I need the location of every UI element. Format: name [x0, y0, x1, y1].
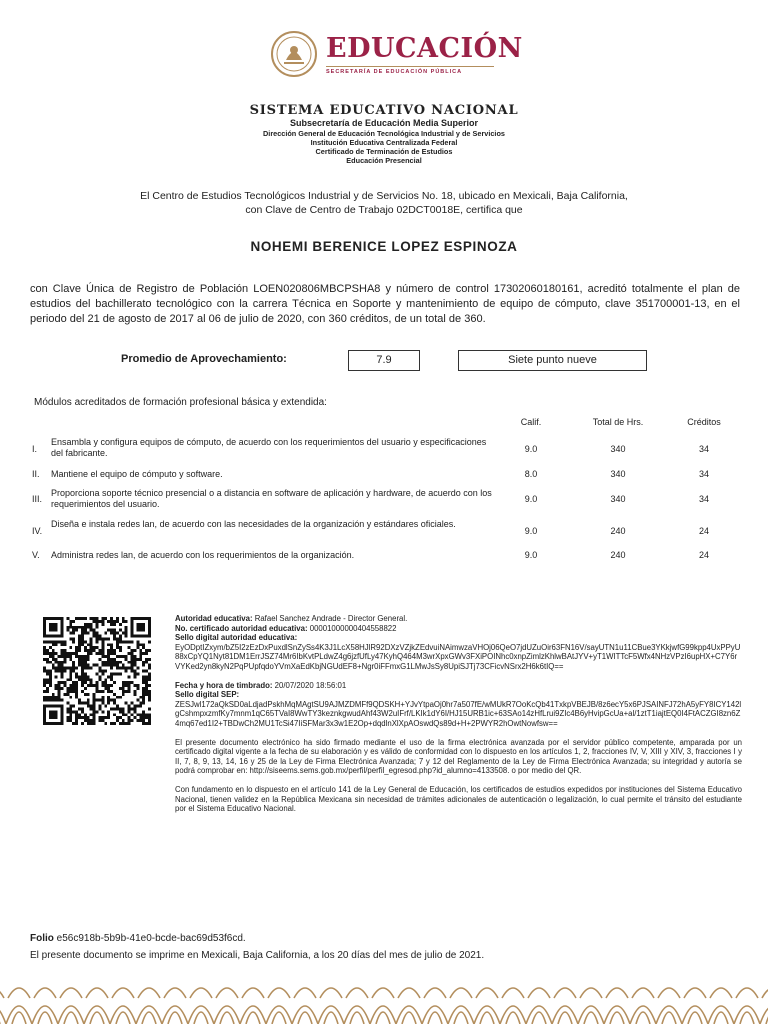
authority-seal-label: Sello digital autoridad educativa:: [175, 633, 298, 643]
intro-line: El Centro de Estudios Tecnológicos Industrial y de Servicios No. 18, ubicado en Mexicali, Baja California,: [140, 190, 628, 202]
folio: [30, 933, 246, 944]
footer-ornament-stroke: [162, 988, 188, 1024]
decorative-footer-pattern: [0, 978, 768, 1024]
footer-ornament-stroke: [448, 988, 474, 1024]
logo-wordmark: EDUCACIÓN: [326, 33, 523, 64]
footer-ornament-stroke: [760, 988, 768, 1024]
module-number: V.: [32, 550, 40, 560]
footer-ornament-stroke: [370, 988, 396, 1024]
footer-ornament-stroke: [552, 988, 578, 1024]
sep-seal-label: Sello digital SEP:: [175, 690, 240, 700]
module-credits: 24: [698, 526, 709, 536]
module-description: Mantiene el equipo de cómputo y software.: [51, 469, 223, 479]
column-header-calif: Calif.: [520, 417, 542, 427]
module-credits: 34: [698, 469, 709, 479]
footer-ornament-stroke: [578, 988, 604, 1024]
footer-ornament-stroke: [0, 988, 6, 1024]
footer-ornament-stroke: [474, 988, 500, 1024]
module-hours: 240: [610, 550, 626, 560]
module-description: Diseña e instala redes lan, de acuerdo con las necesidades de la organización y estándares oficiales.: [51, 519, 456, 529]
footer-ornament-stroke: [110, 988, 136, 1024]
module-grade: 9.0: [524, 444, 538, 454]
module-hours: 240: [610, 526, 626, 536]
intro-paragraph: [0, 189, 768, 217]
module-credits: 34: [698, 444, 709, 454]
logo-subtitle: SECRETARÍA DE EDUCACIÓN PÚBLICA: [326, 69, 463, 75]
footer-ornament-stroke: [58, 988, 84, 1024]
footer-ornament-stroke: [188, 988, 214, 1024]
average-value: 7.9: [348, 350, 420, 371]
footer-ornament-stroke: [526, 988, 552, 1024]
qr-modules: [43, 617, 151, 725]
module-number: III.: [32, 494, 43, 504]
footer-ornament-stroke: [32, 988, 58, 1024]
footer-ornament-stroke: [396, 988, 422, 1024]
footer-ornament-stroke: [604, 988, 630, 1024]
digital-seal-block: [175, 614, 742, 814]
intro-line: con Clave de Centro de Trabajo 02DCT0018E, certifica que: [245, 204, 523, 216]
header-line: Certificado de Terminación de Estudios: [315, 147, 453, 156]
footer-ornament-stroke: [500, 988, 526, 1024]
coat-of-arms-logo: [270, 30, 318, 78]
module-number: IV.: [32, 526, 43, 536]
module-grade: 9.0: [524, 526, 538, 536]
column-header-hours: Total de Hrs.: [592, 417, 644, 427]
certificate-label: No. certificado autoridad educativa:: [175, 623, 308, 633]
system-title: SISTEMA EDUCATIVO NACIONAL: [249, 103, 519, 118]
legal-paragraph-validity: Con fundamento en lo dispuesto en el artículo 141 de la Ley General de Educación, los certificados de estudios expedidos por instituciones del Sistema Educativo Nacional, tienen validez en la República Mexicana sin necesidad de trámites adicionales de autenticación o legalización, lo cual permite el tránsito del estudiante por el Sistema Educativo Nacional.: [175, 784, 742, 814]
print-location-date: El presente documento se imprime en Mexicali, Baja California, a los 20 días del mes de julio de 2021.: [30, 950, 485, 961]
modules-title: Módulos acreditados de formación profesional básica y extendida:: [34, 397, 327, 408]
footer-ornament-stroke: [422, 988, 448, 1024]
header-line: Educación Presencial: [346, 156, 422, 165]
footer-ornament-stroke: [266, 988, 292, 1024]
logo-divider: [326, 66, 494, 67]
footer-ornament-stroke: [708, 988, 734, 1024]
module-number: I.: [32, 444, 38, 454]
footer-ornament-stroke: [630, 988, 656, 1024]
header-line: Dirección General de Educación Tecnológica Industrial y de Servicios: [263, 129, 505, 138]
module-grade: 9.0: [524, 550, 538, 560]
module-grade: 9.0: [524, 494, 538, 504]
certificate-number: 00001000000404558822: [309, 623, 397, 633]
module-grade: 8.0: [524, 469, 538, 479]
column-header-credits: Créditos: [687, 417, 721, 427]
module-hours: 340: [610, 494, 626, 504]
student-name: NOHEMI BERENICE LOPEZ ESPINOZA: [250, 239, 518, 254]
folio-value: e56c918b-5b9b-41e0-bcde-bac69d53f6cd.: [56, 933, 246, 944]
footer-ornament-stroke: [84, 988, 110, 1024]
subsecretaria-title: Subsecretaría de Educación Media Superior: [289, 118, 479, 128]
module-description: Administra redes lan, de acuerdo con los requerimientos de la organización.: [51, 550, 355, 560]
authority-value: Rafael Sanchez Andrade - Director General.: [254, 614, 408, 623]
footer-ornament-stroke: [6, 988, 32, 1024]
footer-ornament-stroke: [734, 988, 760, 1024]
average-label: Promedio de Aprovechamiento:: [121, 353, 287, 365]
certification-paragraph: con Clave Única de Registro de Población LOEN020806MBCPSHA8 y número de control 17302060180161, acreditó totalmente el plan de estudios del bachillerato tecnológico con la carrera Técnica en Soporte y mantenimiento de equipo de cómputo, clave 351700001-13, en el periodo del 21 de agosto de 2017 al 06 de julio de 2020, con 360 créditos, de un total de 360.: [30, 283, 740, 325]
footer-ornament-stroke: [344, 988, 370, 1024]
timestamp-label: Fecha y hora de timbrado:: [175, 680, 273, 690]
footer-ornament-stroke: [656, 988, 682, 1024]
legal-paragraph-signature: El presente documento electrónico ha sido firmado mediante el uso de la firma electrónica avanzada por el servidor público competente, amparada por un certificado digital vigente a la fecha de su elaboración y es válido de conformidad con lo dispuesto en los artículos 1, 2, fracciones IV, V, XIII y XIV, 3, fracciones I y II, 7, 8, 9, 13, 14, 16 y 25 de la Ley de Firma Electrónica Avanzada; 7 y 12 del Reglamento de la Ley de Firma Electrónica Avanzada; su integridad y autoría se podrá comprobar en: http://siseems.sems.gob.mx/perfil/perfil_egresod.php?id_alumno=4133508. o por medio del QR.: [175, 737, 742, 776]
authority-label: Autoridad educativa:: [175, 614, 253, 623]
average-in-words: Siete punto nueve: [458, 350, 647, 371]
module-description: Ensambla y configura equipos de cómputo, de acuerdo con los requerimientos del usuario y especificaciones del fabricante.: [51, 437, 487, 458]
folio-label: Folio: [30, 933, 54, 944]
footer-ornament-stroke: [318, 988, 344, 1024]
footer-ornament-stroke: [292, 988, 318, 1024]
authority-seal-value: EyODptIZxym/bZ5I2zEzDxPuxdlSnZySs4K3J1LcX58HJlR92DXzVZjkZEdvuiNAimwzaVHOj06QeO7jdUZuOir63FN16V/sayUTN1u11CBue3YKkjwfG99kpp4UxPPyU88xCpYQ1Nyt81DM1ErrJSZ74Mr6IbKvtPLdwZ4g6jzfUfLy47KyhQ464M3wrXpxGWv3FXiPOINhc0xnpZimlzKhlwBAtJYV+yT1WITTcF5Wfx4NHzVPzI6upHX+C7Y6rVYKed2yn8kyN2PqPUpfqdoYVmXaEdKbjNGUdEF8+Ngr0iFFmxG1LMwJsSy8UpiSJTj73CFicvNSrx2H6k6tIQ==: [175, 642, 741, 671]
module-credits: 24: [698, 550, 709, 560]
module-credits: 34: [698, 494, 709, 504]
footer-ornament-stroke: [214, 988, 240, 1024]
timestamp-value: 20/07/2020 18:56:01: [274, 680, 347, 690]
module-number: II.: [32, 469, 40, 479]
header-line: Institución Educativa Centralizada Federal: [310, 138, 458, 147]
sep-seal-value: ZESJwl172aQkSD0aLdjadPskhMqMAgtSU9AJMZDMFf9QDSKH+YJvYtpaOj0hr7a507fE/wMUkR7OoKcQb41TxkpVBEJB/8z6ecY5x6PJSAINFJ72hA5yFY8ICY142lgCshmpxzmfKy7mnm1qC65TVaI8WwTY3keznkgwudAhf43W2uIFrf/LKIk1dY6I/HJ15URB1ic+63SAo14zHfLrui9ZIc4B6yHvipGcUa+al/1ztT1iajtEQ0I4FtACZGI8zn6Z4mq67ed1I2+TBDwCh2MU1TcSi47IiSFMar3x3w1E2Op+dqdlnXlXpAOswdQs89d+H+2PWYR2hOwtNowfsw==: [175, 699, 742, 728]
qr-code[interactable]: [43, 617, 151, 725]
module-hours: 340: [610, 444, 626, 454]
footer-ornament-stroke: [682, 988, 708, 1024]
footer-ornament-stroke: [240, 988, 266, 1024]
module-hours: 340: [610, 469, 626, 479]
module-description: Proporciona soporte técnico presencial o a distancia en software de aplicación y hardware, de acuerdo con los requerimientos del usuario.: [51, 488, 492, 509]
footer-ornament-stroke: [136, 988, 162, 1024]
